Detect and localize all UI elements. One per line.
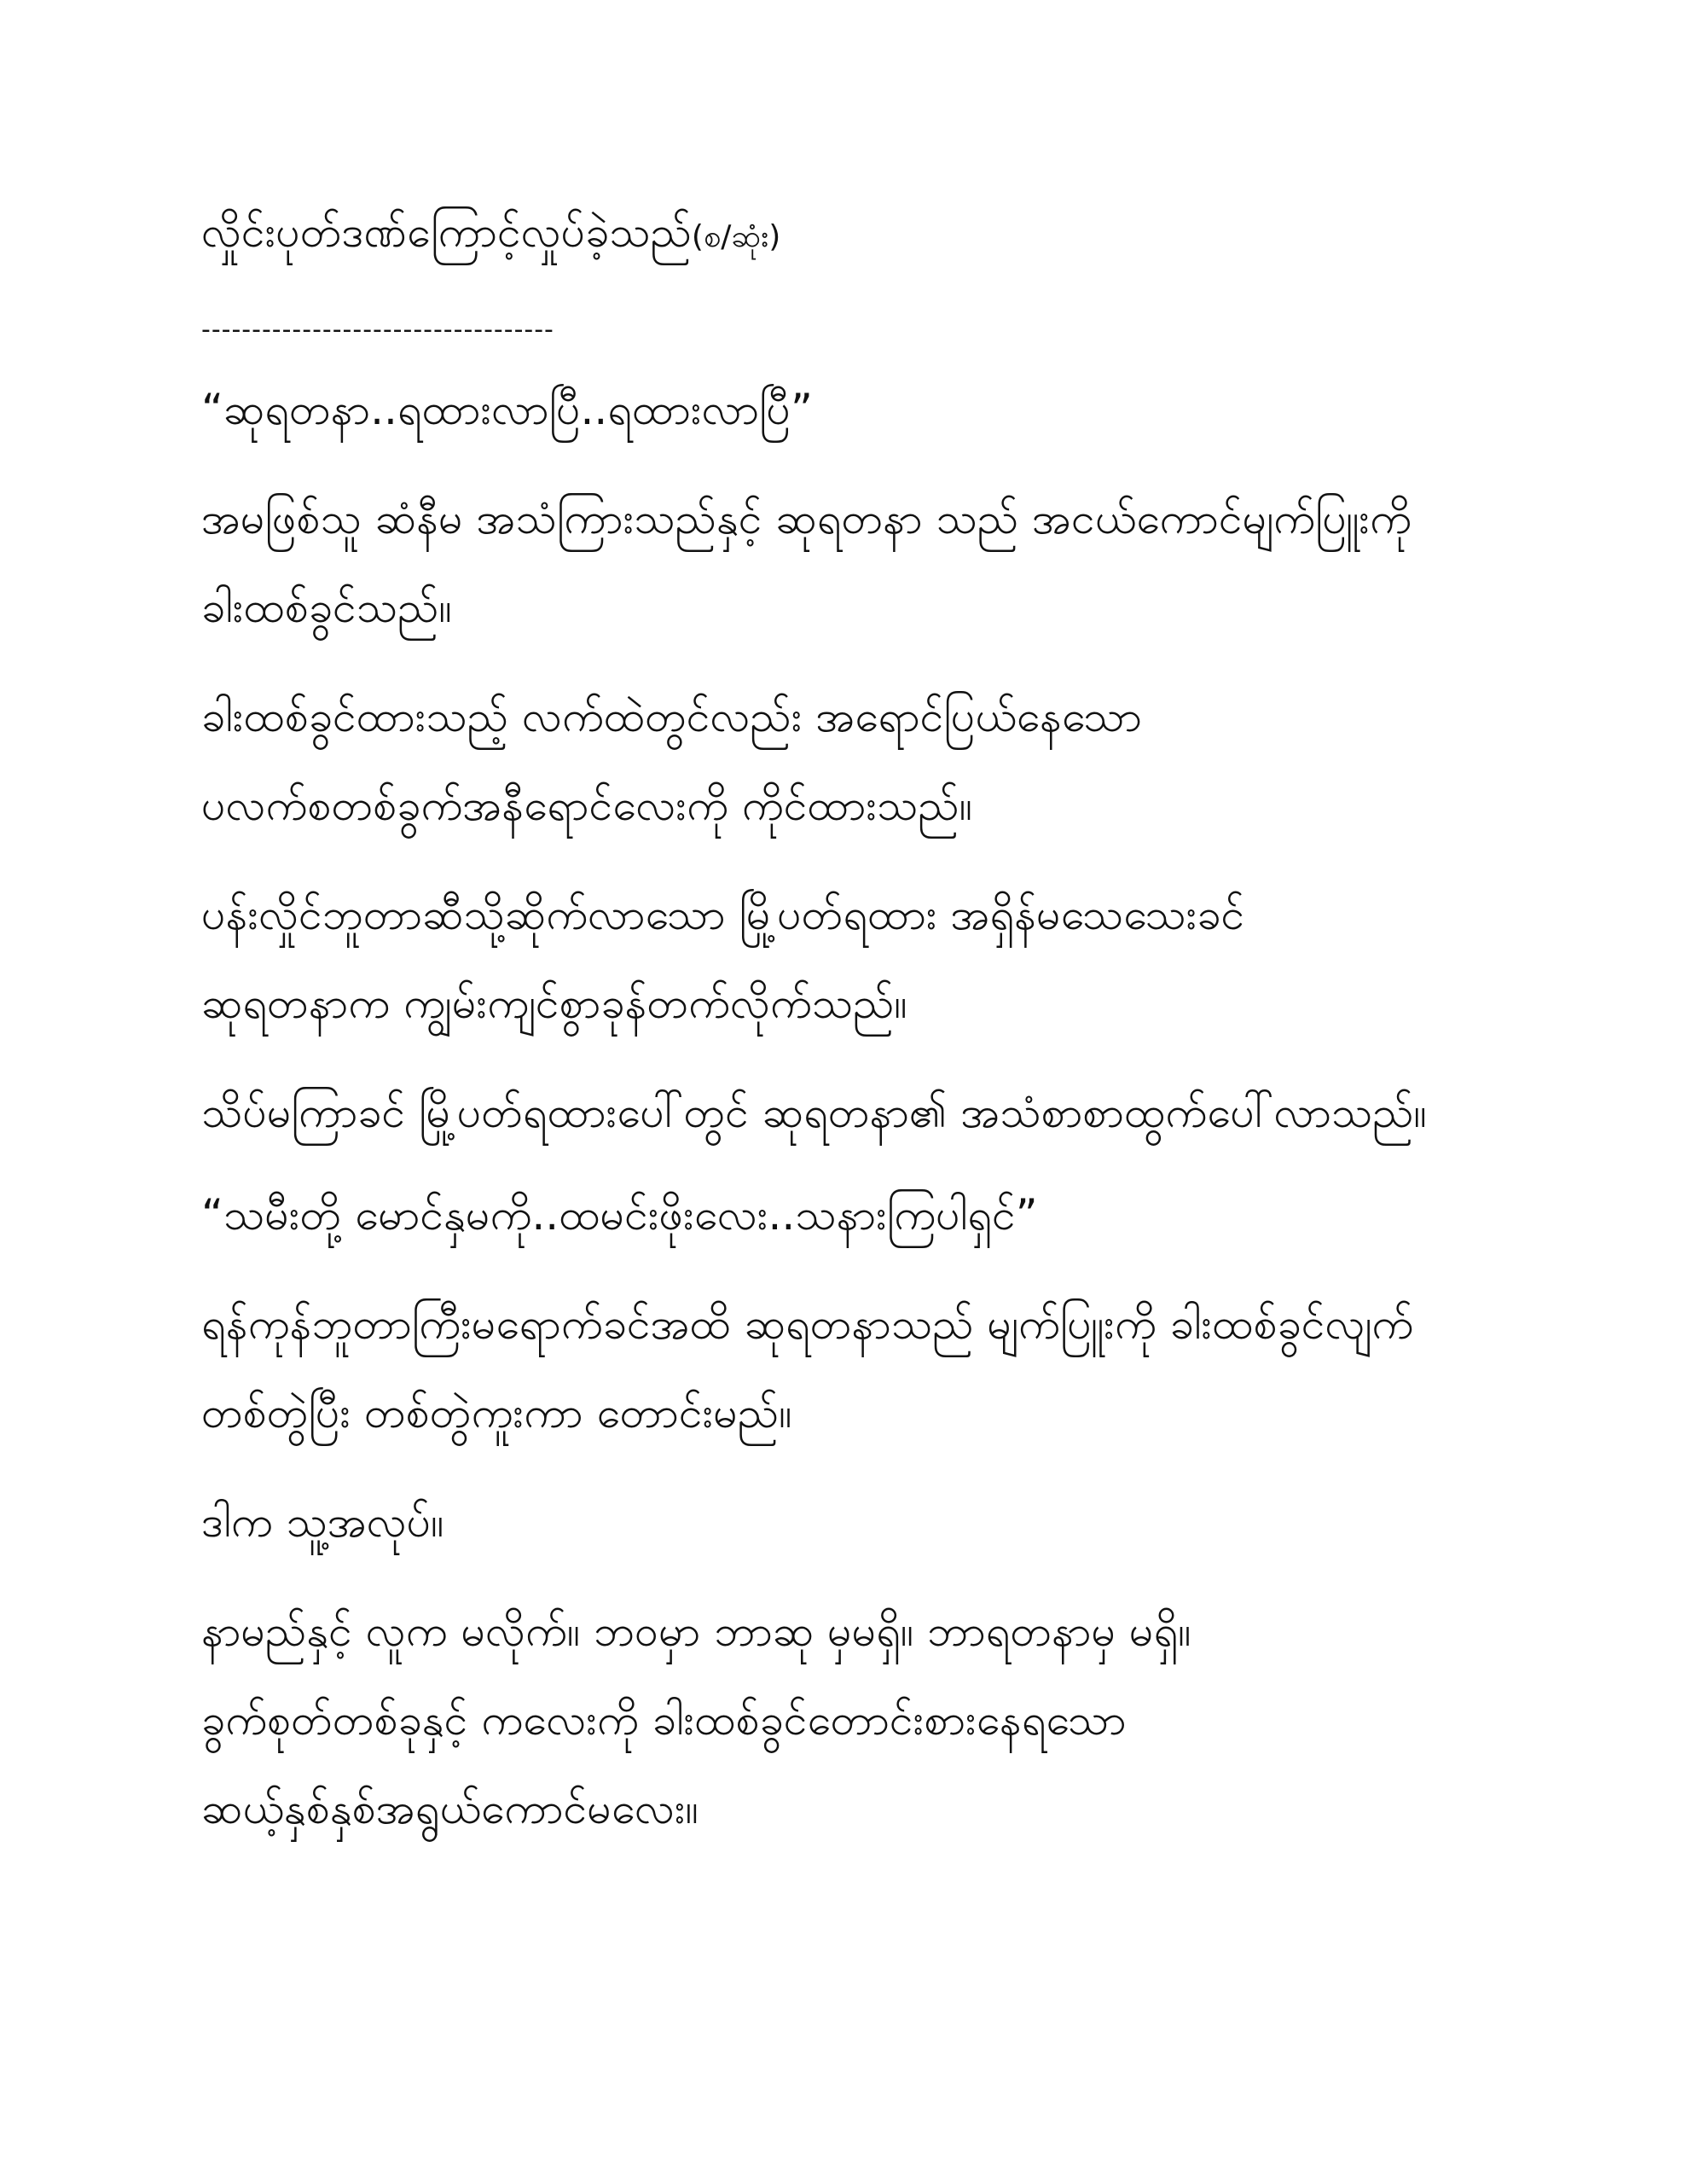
paragraph-line: သိပ်မကြာခင် မြို့ပတ်ရထားပေါ်တွင် ဆုရတနာ၏ အသံစာစာထွက်ပေါ်လာသည်။ (201, 1088, 1427, 1137)
paragraph-line: ခါးထစ်ခွင်ထားသည့် လက်ထဲတွင်လည်း အရောင်ပြယ်နေသော (201, 692, 1142, 741)
divider-line: ----------------------------------- (201, 315, 554, 345)
paragraph-line: “ဆုရတနာ..ရထားလာပြီ..ရထားလာပြီ” (201, 385, 813, 434)
paragraph-line: အမဖြစ်သူ ဆံနီမ အသံကြားသည်နှင့် ဆုရတနာ သည် အငယ်ကောင်မျက်ပြူးကို (201, 494, 1412, 543)
title-main: လှိုင်းပုတ်ဒဏ်ကြောင့်လှုပ်ခဲ့သည် (201, 207, 692, 257)
paragraph-line: ပလက်စတစ်ခွက်အနီရောင်လေးကို ကိုင်ထားသည်။ (201, 781, 972, 830)
paragraph-line: ရန်ကုန်ဘူတာကြီးမရောက်ခင်အထိ ဆုရတနာသည် မျက်ပြူးကို ခါးထစ်ခွင်လျက် (201, 1299, 1414, 1349)
paragraph-line: ဆယ့်နှစ်နှစ်အရွယ်ကောင်မလေး။ (201, 1784, 699, 1833)
paragraph-line: ဆုရတနာက ကျွမ်းကျင်စွာခုန်တက်လိုက်သည်။ (201, 979, 907, 1028)
paragraph-line: ခွက်စုတ်တစ်ခုနှင့် ကလေးကို ခါးထစ်ခွင်တောင်းစားနေရသော (201, 1695, 1127, 1745)
paragraph-line: တစ်တွဲပြီး တစ်တွဲကူးကာ တောင်းမည်။ (201, 1388, 792, 1438)
paragraph-line: ဒါက သူ့အလုပ်။ (201, 1497, 444, 1547)
paragraph-line: “သမီးတို့ မောင်နှမကို..ထမင်းဖိုးလေး..သနားကြပါရှင်” (201, 1190, 1038, 1240)
paragraph-line: ခါးထစ်ခွင်သည်။ (201, 583, 452, 632)
paragraph-line: နာမည်နှင့် လူက မလိုက်။ ဘဝမှာ ဘာဆု မှမရှိ။ ဘာရတနာမှ မရှိ။ (201, 1606, 1191, 1656)
document-title (201, 205, 780, 264)
title-part: (စ/ဆုံး) (691, 219, 781, 254)
paragraph-line: ပန်းလှိုင်ဘူတာဆီသို့ဆိုက်လာသော မြို့ပတ်ရထား အရှိန်မသေသေးခင် (201, 890, 1245, 939)
